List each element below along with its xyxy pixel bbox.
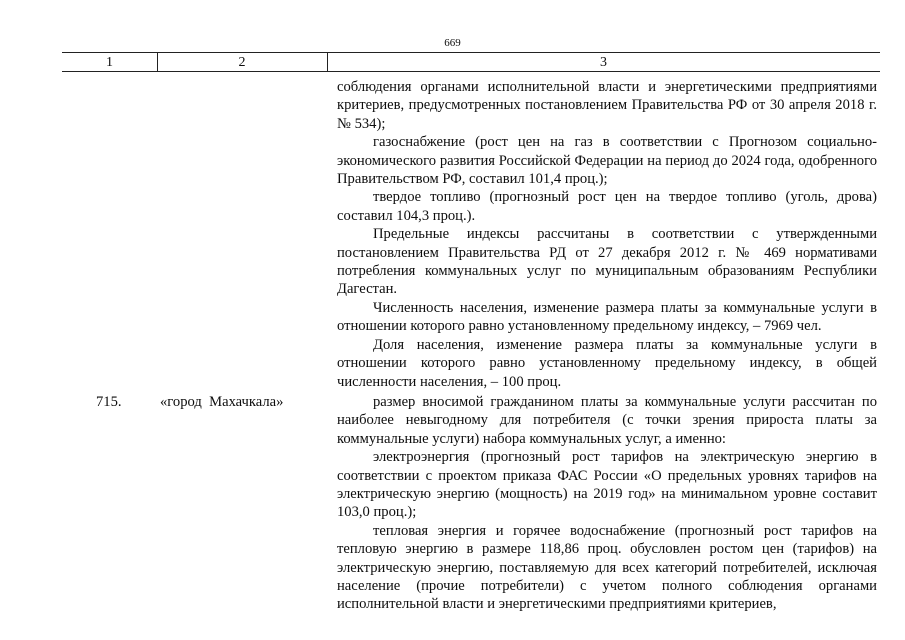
paragraph: тепловая энергия и горячее водоснабжение (прогнозный рост тарифов на тепловую энергию в размере 118,86 проц. обусловлен ростом цен (тарифов) на электрическую энергию, поставляемую для всех категорий потребителей, исключая население (прочие потребители) с учетом полного соблюдения органами исполнительной власти и энергетическими предприятиями критериев, [337,522,877,613]
page-number: 669 [444,37,461,49]
paragraph: Предельные индексы рассчитаны в соответствии с утвержденными постановлением Правительства РД от 27 декабря 2012 г. № 469 нормативами потребления коммунальных услуг по муниципальным образованиям Республики Дагестан. [337,226,877,298]
paragraph: твердое топливо (прогнозный рост цен на твердое топливо (уголь, дрова) составил 104,3 проц.). [337,189,877,224]
row-description [337,393,877,614]
paragraph: Доля населения, изменение размера платы за коммунальные услуги в отношении которого равно установленному предельному индексу, в общей численности населения, – 100 проц. [337,336,877,390]
table-header-row [62,52,880,72]
paragraph: Численность населения, изменение размера платы за коммунальные услуги в отношении которого равно установленному предельному индексу, – 7969 чел. [337,299,877,335]
row-number: 715. [96,394,122,410]
column-header-1: 1 [106,55,113,70]
paragraph: размер вносимой гражданином платы за коммунальные услуги рассчитан по наиболее невыгодному для потребителя (с точки зрения прироста платы за коммунальные услуги) набора коммунальных услуг, а именно: [337,394,877,447]
paragraph: электроэнергия (прогнозный рост тарифов на электрическую энергию в соответствии с проектом приказа ФАС России «О предельных уровнях тарифов на электрическую энергию (мощность) на 2019 год» на минимальном уровне составит 103,0 проц.); [337,449,877,521]
column-header-2: 2 [238,55,246,70]
municipality-name: «город Махачкала» [160,394,284,410]
column-header-3: 3 [600,55,607,70]
continuation-text [337,78,877,391]
paragraph: соблюдения органами исполнительной власти и энергетическими предприятиями критериев, предусмотренных постановлением Правительства РФ от 30 апреля 2018 г. № 534); [337,79,877,132]
paragraph: газоснабжение (рост цен на газ в соответствии с Прогнозом социально-экономического развития Российской Федерации на период до 2024 года, одобренного Правительством РФ, составил 101,4 проц.); [337,134,877,188]
